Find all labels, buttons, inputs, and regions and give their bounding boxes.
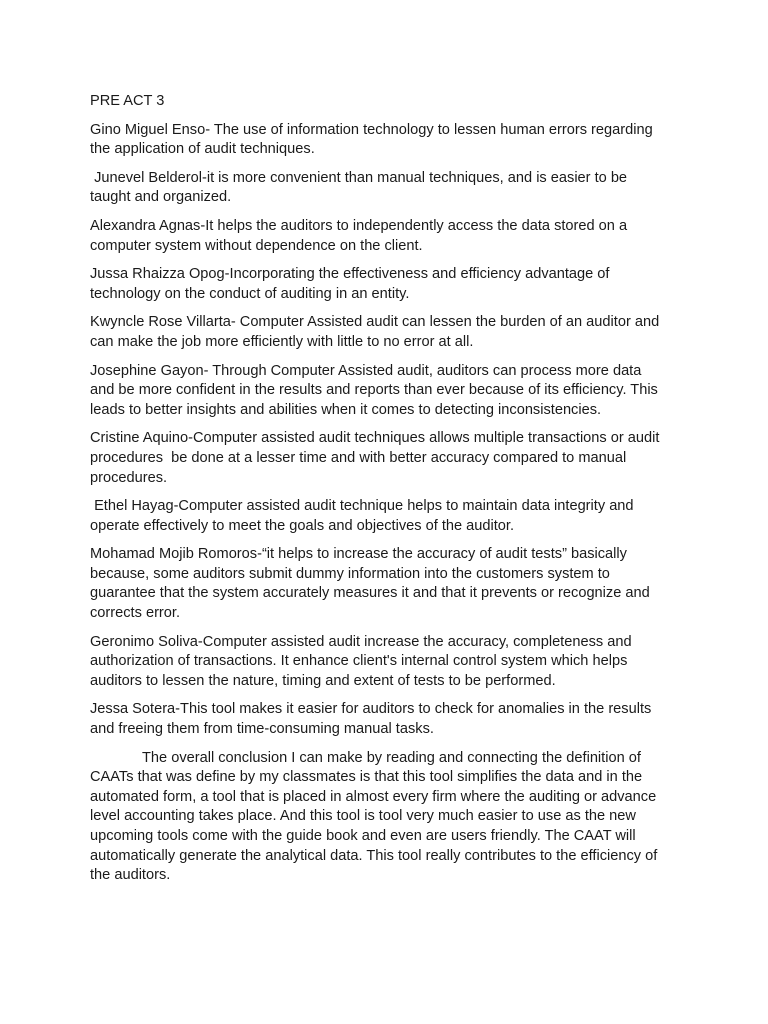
- response-paragraph-aquino: Cristine Aquino-Computer assisted audit techniques allows multiple transactions or audit procedures be done at a lesser time and with better accuracy compared to manual procedures.: [90, 430, 664, 486]
- response-paragraph-agnas: Alexandra Agnas-It helps the auditors to independently access the data stored on a computer system without dependence on the client.: [90, 217, 632, 254]
- conclusion-paragraph: The overall conclusion I can make by reading and connecting the definition of CAATs that was define by my classmates is that this tool simplifies the data and in the automated form, a tool that is placed in almost every firm where the auditing or advance level accounting takes place. And this tool is tool very much easier to use as the new upcoming tools come with the guide book and even are users friendly. The CAAT will automatically generate the analytical data. This tool really contributes to the efficiency of the auditors.: [90, 749, 662, 884]
- response-paragraph-romoros: Mohamad Mojib Romoros-“it helps to increase the accuracy of audit tests” basically because, some auditors submit dummy information into the customers system to guarantee that the system accurately measures it and that it prevents or recognize and corrects error.: [90, 546, 654, 622]
- document-page: [90, 92, 664, 886]
- response-paragraph-enso: Gino Miguel Enso- The use of information technology to lessen human errors regarding the application of audit techniques.: [90, 121, 657, 158]
- response-paragraph-belderol: Junevel Belderol-it is more convenient than manual techniques, and is easier to be taught and organized.: [90, 169, 632, 206]
- document-title: PRE ACT 3: [90, 93, 165, 109]
- response-paragraph-opog: Jussa Rhaizza Opog-Incorporating the effectiveness and efficiency advantage of technology on the conduct of auditing in an entity.: [90, 266, 614, 302]
- response-paragraph-soliva: Geronimo Soliva-Computer assisted audit increase the accuracy, completeness and authorization of transactions. It enhance client's internal control system which helps auditors to lessen the nature, timing and extent of tests to be performed.: [90, 633, 636, 689]
- response-paragraph-hayag: Ethel Hayag-Computer assisted audit technique helps to maintain data integrity and operate effectively to meet the goals and objectives of the auditor.: [90, 498, 638, 534]
- response-paragraph-gayon: Josephine Gayon- Through Computer Assisted audit, auditors can process more data and be more confident in the results and reports than ever because of its efficiency. This leads to better insights and abilities when it comes to detecting inconsistencies.: [90, 362, 662, 418]
- response-paragraph-villarta: Kwyncle Rose Villarta- Computer Assisted audit can lessen the burden of an auditor and can make the job more efficiently with little to no error at all.: [90, 314, 664, 350]
- response-paragraph-sotera: Jessa Sotera-This tool makes it easier for auditors to check for anomalies in the results and freeing them from time-consuming manual tasks.: [90, 701, 656, 738]
